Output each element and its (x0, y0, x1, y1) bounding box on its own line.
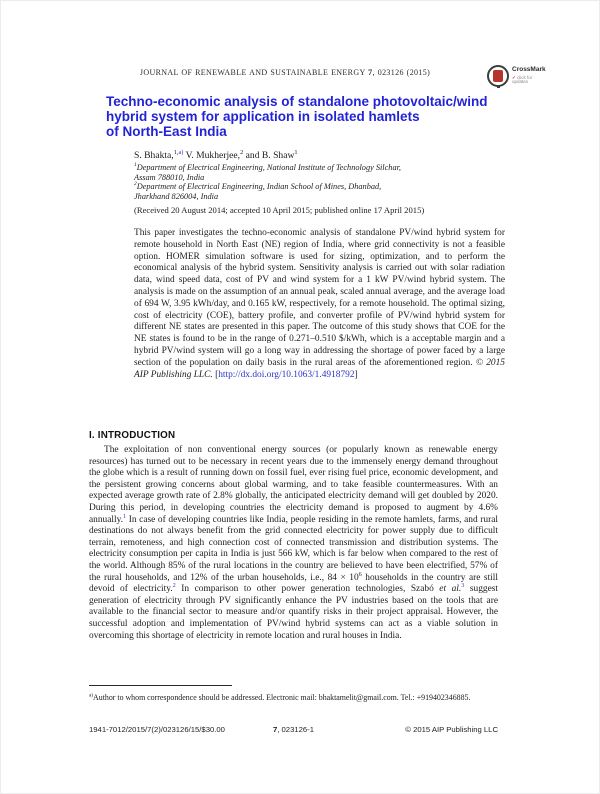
authors-line (134, 150, 514, 161)
affiliation-2 (134, 182, 514, 192)
text-run: Jharkhand 826004, India (134, 191, 219, 201)
text-run: a) (89, 692, 94, 699)
doi-link[interactable]: http://dx.doi.org/10.1063/1.4918792 (218, 369, 355, 380)
text-run: 6 (358, 570, 362, 578)
section-heading-introduction: I. INTRODUCTION (89, 430, 176, 441)
text-run: Department of Electrical Engineering, National Institute of Technology Silchar, (136, 163, 401, 172)
affiliations (134, 163, 514, 201)
text-run: V. Mukherjee, (183, 150, 241, 161)
text-run: 1, (173, 148, 179, 156)
abstract (134, 228, 508, 381)
title-line-2: hybrid system for application in isolated hamlets (106, 109, 420, 124)
affiliation-1 (134, 163, 514, 173)
text-run: suggest generation of electricity through PV significantly enhance the PV industries based on the tools that are available to the financial sector to measure and/or quantify risks in their project appraisal. However, the successful adoption and implementation of PV/wind hybrid systems can act as a viable solution in overcoming this shortage of electricity in remote location and rural houses in India. (89, 584, 501, 641)
title-line-1: Techno-economic analysis of standalone photovoltaic/wind (106, 94, 488, 109)
text-run: The exploitation of non conventional energy sources (or popularly known as renewable energy resources) has turned out to be necessary in recent years due to the immensely energy demand throughout the globe which is a result of running down on fossil fuel, ever rising fuel price, economic development, and the persistent growing concerns about global warming, and to take feasible countermeasures. With an expected average growth rate of 2.8% globally, the anticipated electricity demand will get doubled by 2020. During this period, in developing countries the electricity demand is proposed to augment by 4.6% annually. (89, 445, 501, 525)
corresponding-author-note-link[interactable]: a) (178, 148, 184, 156)
text-run: 7 (368, 68, 373, 77)
text-run: 7 (272, 725, 278, 734)
text-run: This paper investigates the techno-economic analysis of standalone PV/wind hybrid system for remote household in North East (NE) region of India, where grid connectivity is not a feasible option. HOMER simulation software is used for sizing, optimization, and to perform the economical analysis of the hybrid system. Sensitivity analysis is carried out with solar radiation data, wind speed data, cost of PV and wind system for a 1 kW PV/wind hybrid system. The analysis is made on the assumption of an annual peak, scaled annual average, and the average load of 694 W, 3.95 kWh/day, and 0.165 kW, respectively, for a remote household. The optimal sizing, cost of electricity (COE), battery profile, and converter profile of PV/wind hybrid system for different NE states are presented in this paper. The outcome of this study shows that COE for the NE states is found to be in the range of 0.271–0.510 $/kWh, which is a acceptable margin and a hybrid PV/wind system will go a long way in addressing the shortage of power faced by a large section of the population on daily basis in the rural areas of the aforementioned region. (134, 228, 508, 368)
ref-2-link[interactable]: 2 (172, 582, 176, 589)
text-run: , 023126 (2015) (372, 68, 431, 77)
footnote (89, 693, 498, 702)
text-run: 2 (134, 181, 137, 188)
crossmark-icon (487, 65, 509, 87)
text-run: S. Bhakta, (134, 150, 174, 161)
affiliation-2b (134, 192, 514, 202)
text-run: © 2015 AIP Publishing LLC. (134, 357, 508, 380)
text-run: In comparison to other power generation technologies, Szabó (175, 584, 440, 595)
title-line-3: of North-East India (106, 124, 227, 139)
text-run: 1 (294, 148, 298, 156)
text-run: [ (212, 369, 219, 380)
text-run: 2 (240, 148, 244, 156)
footnote-rule (89, 685, 232, 686)
ref-3-link[interactable]: 3 (461, 582, 465, 589)
intro-paragraph (89, 445, 501, 642)
paper-title (106, 94, 526, 139)
text-run: Author to whom correspondence should be addressed. Electronic mail: bhaktamelit@gmail.com. Tel.: +919402346885. (93, 693, 471, 702)
crossmark-tagline: ✓ click for updates (512, 74, 533, 85)
text-run: , 023126-1 (277, 725, 315, 734)
text-run: 1 (134, 162, 137, 169)
text-run: households in the country are still devoid of electricity. (89, 572, 501, 595)
footer-page-number (273, 725, 314, 734)
crossmark-logo[interactable] (487, 60, 545, 92)
ref-1-link[interactable]: 1 (123, 512, 127, 520)
text-run: and B. Shaw (243, 150, 295, 161)
footer-copyright: © 2015 AIP Publishing LLC (405, 725, 498, 734)
text-run: Department of Electrical Engineering, Indian School of Mines, Dhanbad, (136, 182, 382, 191)
text-run: et al. (439, 584, 462, 595)
text-run: In case of developing countries like India, people residing in the remote hamlets, farms, and rural destinations do not always benefit from the grid connected electricity for power supply due to difficult terrain, remoteness, and high connection cost of connected transmission and distribution systems. The electricity consumption per capita in India is just 566 kW, which is far below when compared to the rest of the world. Although 85% of the rural locations in the country are believed to have been electrified, 57% of the rural households, and 12% of the urban households, i.e., 84 × 10 (89, 514, 501, 583)
received-dates: (Received 20 August 2014; accepted 10 April 2015; published online 17 April 2015) (134, 205, 425, 215)
footer-issn: 1941-7012/2015/7(2)/023126/15/$30.00 (89, 725, 225, 734)
page-footer (89, 725, 498, 737)
check-icon: ✓ (512, 74, 516, 80)
journal-header (89, 68, 481, 77)
crossmark-label: CrossMark (512, 66, 546, 74)
text-run: JOURNAL OF RENEWABLE AND SUSTAINABLE ENERGY (139, 68, 369, 77)
text-run: ] (354, 369, 358, 380)
text-run: Assam 788010, India (134, 172, 205, 182)
affiliation-1b (134, 173, 514, 183)
